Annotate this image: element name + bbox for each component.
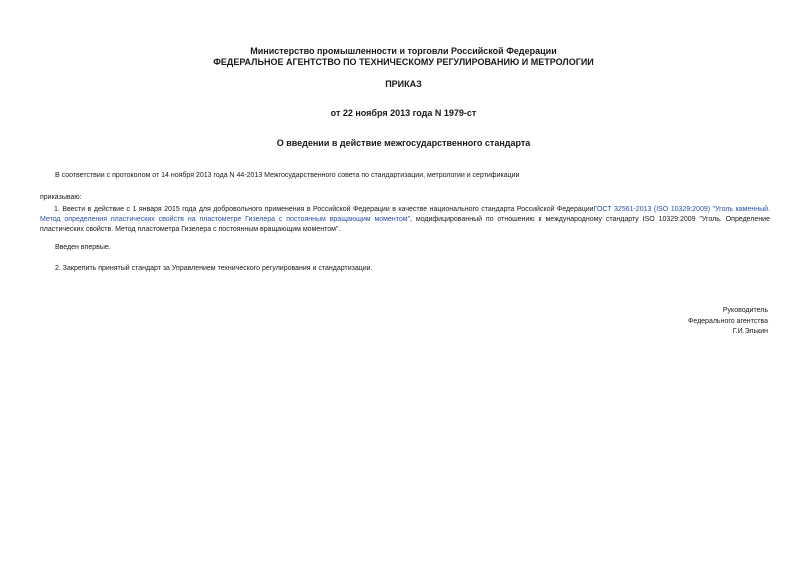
signature-organization: Федерального агентства bbox=[688, 318, 768, 325]
document-title: О введении в действие межгосударственного стандарта bbox=[276, 138, 531, 148]
item1-text-after: , модифицированный по отношению к международному стандарту ISO 10329:2009 "Уголь. Определение пластических свойств. Метод пластометра Гизелера с постоянным вращающим моментом". bbox=[40, 216, 770, 233]
item1-text-before: 1. Ввести в действие с 1 января 2015 года для добровольного применения в Российской Федерации в качестве национального стандарта Российской Федерации bbox=[54, 206, 594, 213]
agency-name: ФЕДЕРАЛЬНОЕ АГЕНТСТВО ПО ТЕХНИЧЕСКОМУ РЕГУЛИРОВАНИЮ И МЕТРОЛОГИИ bbox=[213, 57, 594, 67]
standard-link[interactable]: ГОСТ 32561-2013 (ISO 10329:2009) "Уголь каменный. Метод определения пластических свойств на пластометре Гизелера с постоянным вращающим моментом" bbox=[40, 206, 770, 223]
introduced-note: Введен впервые. bbox=[55, 244, 111, 251]
signature-position: Руководитель bbox=[722, 307, 768, 314]
preamble-paragraph: В соответствии с протоколом от 14 ноября 2013 года N 44-2013 Межгосударственного совета по стандартизации, метрологии и сертификации bbox=[55, 172, 520, 179]
document-type: ПРИКАЗ bbox=[385, 79, 422, 89]
order-item-2: 2. Закрепить принятый стандарт за Управлением технического регулирования и стандартизации. bbox=[55, 265, 373, 272]
signature-name: Г.И.Элькин bbox=[732, 328, 768, 335]
order-item-1 bbox=[40, 205, 770, 235]
ministry-name: Министерство промышленности и торговли Российской Федерации bbox=[250, 46, 557, 56]
order-keyword: приказываю: bbox=[40, 194, 82, 201]
document-date-number: от 22 ноября 2013 года N 1979-ст bbox=[330, 108, 477, 118]
